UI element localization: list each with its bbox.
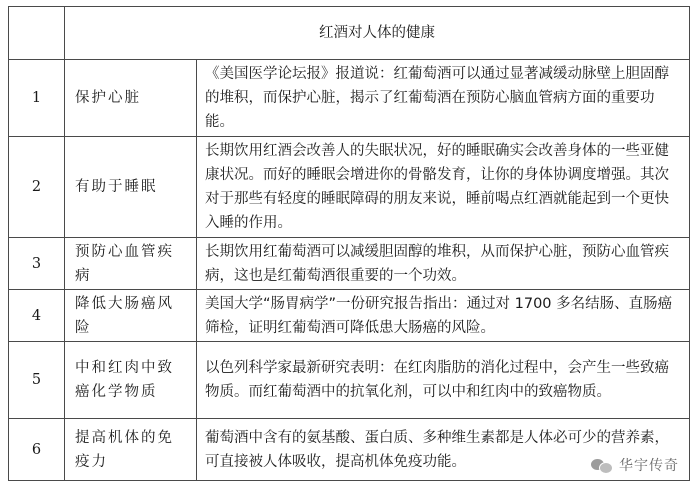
benefit-description: 《美国医学论坛报》报道说：红葡萄酒可以通过显著减缓动脉壁上胆固醇的堆积，而保护心脏，揭示了红葡萄酒在预防心脑血管病方面的重要功能。	[197, 60, 690, 137]
benefit-name: 降低大肠癌风险	[65, 290, 197, 342]
row-number: 2	[9, 137, 65, 238]
benefit-name: 提高机体的免疫力	[65, 419, 197, 481]
header-corner-cell	[9, 7, 65, 60]
table-row	[9, 290, 690, 342]
benefit-name: 中和红肉中致癌化学物质	[65, 342, 197, 419]
row-number: 6	[9, 419, 65, 481]
table-header-row	[9, 7, 690, 60]
benefit-description: 长期饮用红葡萄酒可以减缓胆固醇的堆积，从而保护心脏，预防心血管疾病，这也是红葡萄酒很重要的一个功效。	[197, 238, 690, 290]
row-number: 4	[9, 290, 65, 342]
watermark-text: 华宇传奇	[619, 458, 679, 474]
table-row	[9, 342, 690, 419]
table-title: 红酒对人体的健康	[65, 7, 690, 60]
table-row	[9, 238, 690, 290]
table-row	[9, 60, 690, 137]
benefit-description: 美国大学“肠胃病学”一份研究报告指出：通过对 1700 多名结肠、直肠癌筛检，证明红葡萄酒可降低患大肠癌的风险。	[197, 290, 690, 342]
benefit-name: 保护心脏	[65, 60, 197, 137]
benefit-description: 葡萄酒中含有的氨基酸、蛋白质、多种维生素都是人体必可少的营养素，可直接被人体吸收，提高机体免疫功能。	[197, 419, 690, 481]
benefit-name: 预防心血管疾病	[65, 238, 197, 290]
benefit-name: 有助于睡眠	[65, 137, 197, 238]
watermark	[587, 453, 683, 477]
table-row	[9, 137, 690, 238]
benefit-description: 长期饮用红酒会改善人的失眠状况，好的睡眠确实会改善身体的一些亚健康状况。而好的睡眠会增进你的骨骼发育，让你的身体协调度增强。其次对于那些有轻度的睡眠障碍的朋友来说，睡前喝点红酒就能起到一个更快入睡的作用。	[197, 137, 690, 238]
benefit-description: 以色列科学家最新研究表明：在红肉脂肪的消化过程中，会产生一些致癌物质。而红葡萄酒中的抗氧化剂，可以中和红肉中的致癌物质。	[197, 342, 690, 419]
health-benefits-table	[8, 6, 690, 481]
wechat-icon	[591, 457, 613, 473]
row-number: 5	[9, 342, 65, 419]
row-number: 3	[9, 238, 65, 290]
row-number: 1	[9, 60, 65, 137]
